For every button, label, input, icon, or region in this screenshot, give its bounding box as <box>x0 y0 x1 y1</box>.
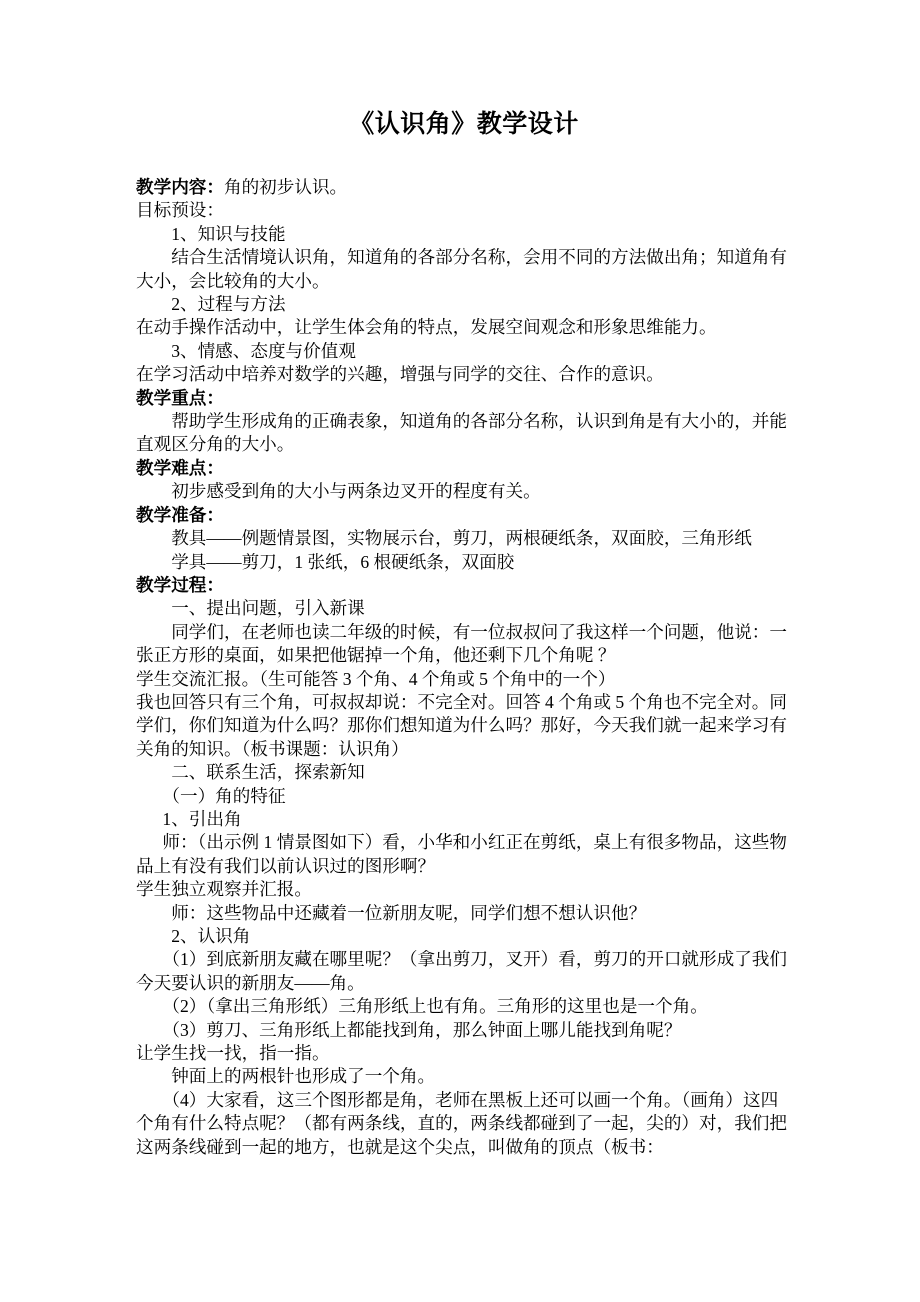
goal-3-body: 在学习活动中培养对数学的兴趣，增强与同学的交往、合作的意识。 <box>136 364 664 385</box>
process-item-2-paragraph-4: （4）大家看，这三个图形都是角，老师在黑板上还可以画一个角。（画角）这四个角有什么特点呢？（都有两条线，直的，两条线都碰到了一起，尖的）对，我们把这两条线碰到一起的地方，也就是这个尖点，叫做角的顶点（板书： <box>136 1089 787 1157</box>
process-item-2-paragraph-3c: 钟面上的两根针也形成了一个角。 <box>171 1066 436 1087</box>
goal-2-body: 在动手操作活动中，让学生体会角的特点，发展空间观念和形象思维能力。 <box>136 317 717 338</box>
teaching-content-label: 教学内容： <box>136 177 224 197</box>
process-item-1-heading: 1、引出角 <box>162 808 242 829</box>
goal-1-heading: 1、知识与技能 <box>171 223 286 244</box>
teaching-difficulty-body: 初步感受到角的大小与两条边叉开的程度有关。 <box>171 481 541 502</box>
process-item-2-heading: 2、认识角 <box>171 926 251 946</box>
goal-3-heading: 3、情感、态度与价值观 <box>171 340 356 361</box>
process-step-1-heading: 一、提出问题，引入新课 <box>171 598 365 619</box>
document-body <box>136 176 792 1159</box>
process-item-2-paragraph-3: （3）剪刀、三角形纸上都能找到角，那么钟面上哪儿能找到角呢？ <box>162 1019 682 1040</box>
goals-label: 目标预设： <box>136 200 224 221</box>
preparation-student-tools: 学具——剪刀，1 张纸，6 根硬纸条，双面胶 <box>171 551 515 572</box>
process-item-2-paragraph-3b: 让学生找一找，指一指。 <box>136 1043 330 1064</box>
teaching-focus-body: 帮助学生形成角的正确表象，知道角的各部分名称，认识到角是有大小的，并能直观区分角的大小。 <box>136 411 787 455</box>
teaching-focus-label: 教学重点： <box>136 387 224 408</box>
teaching-difficulty-label: 教学难点： <box>136 457 224 478</box>
document-content <box>136 0 792 1159</box>
process-item-1-teacher-line-1: 师：（出示例 1 情景图如下）看，小华和小红正在剪纸，桌上有很多物品，这些物品上有没有我们以前认识过的图形啊？ <box>136 832 787 876</box>
goal-2-heading: 2、过程与方法 <box>171 294 286 315</box>
teaching-content-value: 角的初步认识。 <box>223 177 348 197</box>
process-item-2-paragraph-1: （1）到底新朋友藏在哪里呢？（拿出剪刀，叉开）看，剪刀的开口就形成了我们今天要认识的新朋友——角。 <box>136 949 787 993</box>
process-step-2-subsection-1: （一）角的特征 <box>162 785 286 806</box>
page-title: 《认识角》教学设计 <box>349 111 579 138</box>
process-step-2-heading: 二、联系生活，探索新知 <box>171 762 365 783</box>
process-item-2-paragraph-2: （2）（拿出三角形纸）三角形纸上也有角。三角形的这里也是一个角。 <box>162 996 708 1017</box>
teaching-process-label: 教学过程： <box>136 574 224 595</box>
teaching-preparation-label: 教学准备： <box>136 504 224 525</box>
process-step-1-paragraph-3: 我也回答只有三个角，可叔叔却说：不完全对。回答 4 个角或 5 个角也不完全对。同学们，你们知道为什么吗？那你们想知道为什么吗？那好，今天我们就一起来学习有关角的知识。（板书课题：认识角） <box>136 691 787 759</box>
process-item-1-student-line: 学生独立观察并汇报。 <box>136 879 312 900</box>
teaching-content-line <box>136 176 792 199</box>
preparation-teacher-tools: 教具——例题情景图，实物展示台，剪刀，两根硬纸条，双面胶，三角形纸 <box>171 528 752 549</box>
process-item-1-teacher-line-2: 师：这些物品中还藏着一位新朋友呢，同学们想不想认识他？ <box>171 902 647 923</box>
process-step-1-paragraph-2: 学生交流汇报。（生可能答 3 个角、4 个角或 5 个角中的一个） <box>136 668 616 689</box>
goal-1-body: 结合生活情境认识角，知道角的各部分名称，会用不同的方法做出角；知道角有大小，会比较角的大小。 <box>136 247 787 291</box>
process-step-1-paragraph-1: 同学们，在老师也读二年级的时候，有一位叔叔问了我这样一个问题，他说：一张正方形的桌面，如果把他锯掉一个角，他还剩下几个角呢 ？ <box>136 621 787 666</box>
